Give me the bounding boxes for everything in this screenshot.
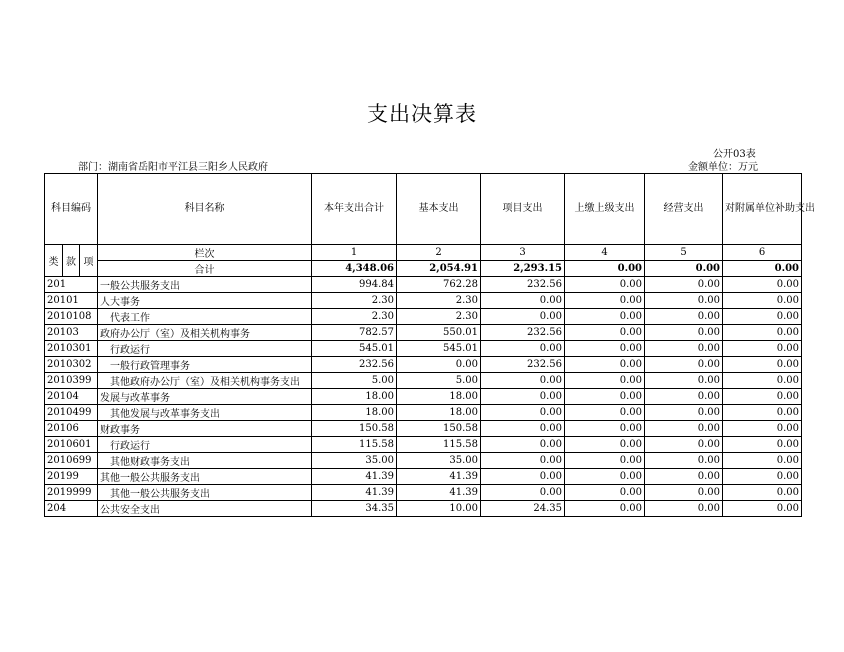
value-total: 34.35 bbox=[312, 501, 397, 517]
value-project: 0.00 bbox=[481, 405, 565, 421]
sum-row bbox=[45, 261, 802, 277]
value-basic: 18.00 bbox=[397, 389, 481, 405]
value-business: 0.00 bbox=[645, 453, 723, 469]
value-total: 41.39 bbox=[312, 485, 397, 501]
subject-code: 2010108 bbox=[45, 309, 98, 325]
unit-label: 金额单位：万元 bbox=[688, 162, 758, 173]
value-project: 0.00 bbox=[481, 341, 565, 357]
subject-code: 2010499 bbox=[45, 405, 98, 421]
sum-label: 合计 bbox=[98, 261, 312, 277]
value-basic: 2.30 bbox=[397, 293, 481, 309]
table-row bbox=[45, 389, 802, 405]
table-row bbox=[45, 293, 802, 309]
subject-code: 2010699 bbox=[45, 453, 98, 469]
value-project: 232.56 bbox=[481, 325, 565, 341]
value-subsidy: 0.00 bbox=[723, 469, 802, 485]
subject-code: 2010301 bbox=[45, 341, 98, 357]
value-subsidy: 0.00 bbox=[723, 341, 802, 357]
header-total: 本年支出合计 bbox=[312, 174, 397, 245]
value-basic: 5.00 bbox=[397, 373, 481, 389]
subject-code: 2010399 bbox=[45, 373, 98, 389]
value-project: 0.00 bbox=[481, 293, 565, 309]
value-total: 18.00 bbox=[312, 389, 397, 405]
value-upper: 0.00 bbox=[565, 453, 645, 469]
page-title: 支出决算表 bbox=[367, 102, 477, 126]
sum-upper: 0.00 bbox=[565, 261, 645, 277]
col-num-1: 1 bbox=[312, 245, 397, 261]
table-row bbox=[45, 373, 802, 389]
value-basic: 0.00 bbox=[397, 357, 481, 373]
value-business: 0.00 bbox=[645, 341, 723, 357]
value-subsidy: 0.00 bbox=[723, 501, 802, 517]
value-upper: 0.00 bbox=[565, 501, 645, 517]
value-basic: 10.00 bbox=[397, 501, 481, 517]
value-upper: 0.00 bbox=[565, 357, 645, 373]
table-row bbox=[45, 325, 802, 341]
value-upper: 0.00 bbox=[565, 325, 645, 341]
header-kuan: 款 bbox=[63, 245, 80, 277]
value-business: 0.00 bbox=[645, 437, 723, 453]
subject-code: 2010601 bbox=[45, 437, 98, 453]
sum-basic: 2,054.91 bbox=[397, 261, 481, 277]
subject-code: 204 bbox=[45, 501, 98, 517]
table-row bbox=[45, 277, 802, 293]
subject-name: 其他一般公共服务支出 bbox=[98, 485, 312, 501]
value-project: 0.00 bbox=[481, 421, 565, 437]
value-subsidy: 0.00 bbox=[723, 421, 802, 437]
value-business: 0.00 bbox=[645, 373, 723, 389]
value-subsidy: 0.00 bbox=[723, 277, 802, 293]
value-total: 18.00 bbox=[312, 405, 397, 421]
subject-code: 20103 bbox=[45, 325, 98, 341]
value-project: 0.00 bbox=[481, 373, 565, 389]
value-business: 0.00 bbox=[645, 421, 723, 437]
value-basic: 41.39 bbox=[397, 485, 481, 501]
value-upper: 0.00 bbox=[565, 277, 645, 293]
subject-name: 代表工作 bbox=[98, 309, 312, 325]
value-project: 0.00 bbox=[481, 453, 565, 469]
value-project: 0.00 bbox=[481, 309, 565, 325]
value-basic: 150.58 bbox=[397, 421, 481, 437]
table-row bbox=[45, 341, 802, 357]
value-subsidy: 0.00 bbox=[723, 485, 802, 501]
value-subsidy: 0.00 bbox=[723, 325, 802, 341]
value-business: 0.00 bbox=[645, 325, 723, 341]
header-basic: 基本支出 bbox=[397, 174, 481, 245]
col-num-3: 3 bbox=[481, 245, 565, 261]
expenditure-table bbox=[44, 173, 815, 517]
value-basic: 35.00 bbox=[397, 453, 481, 469]
value-business: 0.00 bbox=[645, 309, 723, 325]
column-label: 栏次 bbox=[98, 245, 312, 261]
subject-code: 20101 bbox=[45, 293, 98, 309]
subject-code: 20199 bbox=[45, 469, 98, 485]
subject-name: 政府办公厅（室）及相关机构事务 bbox=[98, 325, 312, 341]
sum-total: 4,348.06 bbox=[312, 261, 397, 277]
subject-name: 行政运行 bbox=[98, 437, 312, 453]
col-num-2: 2 bbox=[397, 245, 481, 261]
table-row bbox=[45, 501, 802, 517]
department-label: 部门：湖南省岳阳市平江县三阳乡人民政府 bbox=[78, 162, 268, 173]
header-project: 项目支出 bbox=[481, 174, 565, 245]
table-row bbox=[45, 453, 802, 469]
value-upper: 0.00 bbox=[565, 469, 645, 485]
value-subsidy: 0.00 bbox=[723, 373, 802, 389]
value-subsidy: 0.00 bbox=[723, 389, 802, 405]
value-total: 2.30 bbox=[312, 293, 397, 309]
value-upper: 0.00 bbox=[565, 293, 645, 309]
col-num-5: 5 bbox=[645, 245, 723, 261]
value-project: 24.35 bbox=[481, 501, 565, 517]
subject-name: 其他政府办公厅（室）及相关机构事务支出 bbox=[98, 373, 312, 389]
sum-business: 0.00 bbox=[645, 261, 723, 277]
value-basic: 18.00 bbox=[397, 405, 481, 421]
value-upper: 0.00 bbox=[565, 309, 645, 325]
header-upper: 上缴上级支出 bbox=[565, 174, 645, 245]
header-name: 科目名称 bbox=[98, 174, 312, 245]
value-subsidy: 0.00 bbox=[723, 293, 802, 309]
value-total: 994.84 bbox=[312, 277, 397, 293]
table-row bbox=[45, 421, 802, 437]
subject-name: 人大事务 bbox=[98, 293, 312, 309]
header-subsidy: 对附属单位补助支出 bbox=[723, 174, 802, 245]
header-lei: 类 bbox=[45, 245, 63, 277]
value-business: 0.00 bbox=[645, 389, 723, 405]
value-subsidy: 0.00 bbox=[723, 453, 802, 469]
table-row bbox=[45, 405, 802, 421]
value-basic: 550.01 bbox=[397, 325, 481, 341]
value-business: 0.00 bbox=[645, 277, 723, 293]
value-total: 545.01 bbox=[312, 341, 397, 357]
value-basic: 115.58 bbox=[397, 437, 481, 453]
value-business: 0.00 bbox=[645, 293, 723, 309]
subject-name: 发展与改革事务 bbox=[98, 389, 312, 405]
subject-name: 其他财政事务支出 bbox=[98, 453, 312, 469]
value-business: 0.00 bbox=[645, 501, 723, 517]
table-row bbox=[45, 309, 802, 325]
value-project: 232.56 bbox=[481, 277, 565, 293]
sum-subsidy: 0.00 bbox=[723, 261, 802, 277]
value-project: 0.00 bbox=[481, 485, 565, 501]
value-upper: 0.00 bbox=[565, 485, 645, 501]
table-row bbox=[45, 437, 802, 453]
value-total: 35.00 bbox=[312, 453, 397, 469]
value-project: 232.56 bbox=[481, 357, 565, 373]
subject-code: 20106 bbox=[45, 421, 98, 437]
subject-code: 2019999 bbox=[45, 485, 98, 501]
table-row bbox=[45, 485, 802, 501]
value-total: 2.30 bbox=[312, 309, 397, 325]
subject-code: 20104 bbox=[45, 389, 98, 405]
subject-name: 财政事务 bbox=[98, 421, 312, 437]
value-basic: 762.28 bbox=[397, 277, 481, 293]
value-business: 0.00 bbox=[645, 469, 723, 485]
value-basic: 41.39 bbox=[397, 469, 481, 485]
subject-name: 行政运行 bbox=[98, 341, 312, 357]
value-upper: 0.00 bbox=[565, 405, 645, 421]
value-basic: 545.01 bbox=[397, 341, 481, 357]
value-basic: 2.30 bbox=[397, 309, 481, 325]
subject-name: 其他一般公共服务支出 bbox=[98, 469, 312, 485]
value-upper: 0.00 bbox=[565, 437, 645, 453]
value-upper: 0.00 bbox=[565, 389, 645, 405]
subject-name: 其他发展与改革事务支出 bbox=[98, 405, 312, 421]
col-num-4: 4 bbox=[565, 245, 645, 261]
value-total: 782.57 bbox=[312, 325, 397, 341]
value-upper: 0.00 bbox=[565, 421, 645, 437]
value-upper: 0.00 bbox=[565, 373, 645, 389]
value-total: 232.56 bbox=[312, 357, 397, 373]
col-num-6: 6 bbox=[723, 245, 802, 261]
value-total: 5.00 bbox=[312, 373, 397, 389]
value-upper: 0.00 bbox=[565, 341, 645, 357]
value-subsidy: 0.00 bbox=[723, 357, 802, 373]
subject-name: 一般行政管理事务 bbox=[98, 357, 312, 373]
value-project: 0.00 bbox=[481, 389, 565, 405]
subject-name: 公共安全支出 bbox=[98, 501, 312, 517]
header-row bbox=[45, 174, 802, 245]
sum-project: 2,293.15 bbox=[481, 261, 565, 277]
header-xiang: 项 bbox=[80, 245, 98, 277]
column-number-row bbox=[45, 245, 802, 261]
header-code: 科目编码 bbox=[45, 174, 98, 245]
value-business: 0.00 bbox=[645, 405, 723, 421]
table-row bbox=[45, 469, 802, 485]
subject-code: 2010302 bbox=[45, 357, 98, 373]
value-subsidy: 0.00 bbox=[723, 309, 802, 325]
subject-code: 201 bbox=[45, 277, 98, 293]
subject-name: 一般公共服务支出 bbox=[98, 277, 312, 293]
value-project: 0.00 bbox=[481, 469, 565, 485]
value-business: 0.00 bbox=[645, 357, 723, 373]
value-total: 41.39 bbox=[312, 469, 397, 485]
value-business: 0.00 bbox=[645, 485, 723, 501]
header-business: 经营支出 bbox=[645, 174, 723, 245]
value-total: 150.58 bbox=[312, 421, 397, 437]
form-number: 公开03表 bbox=[713, 149, 756, 160]
value-total: 115.58 bbox=[312, 437, 397, 453]
value-subsidy: 0.00 bbox=[723, 437, 802, 453]
value-subsidy: 0.00 bbox=[723, 405, 802, 421]
value-project: 0.00 bbox=[481, 437, 565, 453]
table-row bbox=[45, 357, 802, 373]
